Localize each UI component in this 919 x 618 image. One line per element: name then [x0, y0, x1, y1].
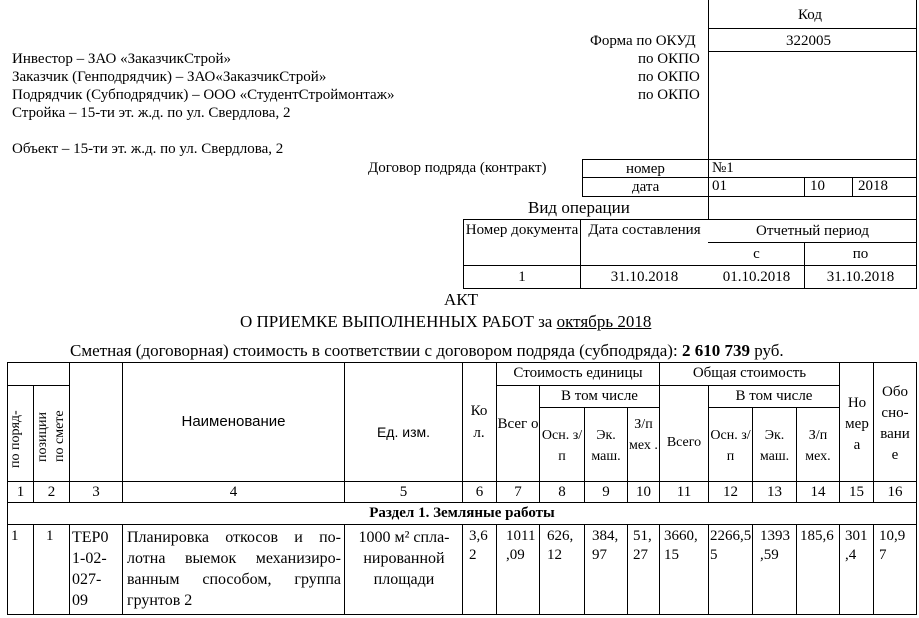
contract-line	[582, 159, 583, 196]
doc-table-line	[463, 265, 917, 266]
investor-line: Инвестор – ЗАО «ЗаказчикСтрой»	[12, 51, 232, 67]
doc-date: 31.10.2018	[610, 269, 679, 285]
doc-table-line	[916, 219, 917, 288]
period-to-header: по	[852, 246, 869, 262]
row-osn-2: 2266,5 5	[710, 528, 752, 563]
header-num-order: по поряд-	[8, 410, 23, 468]
row-qty: 3,6 2	[469, 528, 488, 563]
operation-label: Вид операции	[528, 198, 630, 217]
column-number: 13	[767, 484, 782, 500]
contract-date-label: дата	[632, 179, 660, 195]
okpo-customer-label: по ОКПО	[638, 69, 700, 85]
header-all-2: Всего	[666, 435, 702, 450]
grid-line	[627, 524, 628, 614]
grid-line	[873, 362, 874, 502]
header-osn-2: Осн. з/п	[710, 428, 751, 464]
contract-label: Договор подряда (контракт)	[368, 160, 547, 176]
grid-line	[122, 362, 123, 502]
row-obosn: 10,9 7	[879, 528, 906, 563]
column-number: 16	[887, 484, 903, 500]
grid-line	[584, 524, 585, 614]
code-header: Код	[798, 7, 822, 23]
grid-line	[462, 362, 463, 502]
doc-table-line	[708, 242, 917, 243]
contractor-line: Подрядчик (Субподрядчик) – ООО «СтудентСтроймонтаж»	[12, 87, 395, 103]
column-number: 4	[229, 484, 238, 500]
period-header: Отчетный период	[756, 223, 869, 239]
object-line: Объект – 15-ти эт. ж.д. по ул. Свердлова, 2	[12, 141, 284, 157]
row-norma: 301 ,4	[845, 528, 868, 563]
grid-line	[7, 385, 69, 386]
grid-line	[539, 524, 540, 614]
header-norma: Но мер а	[845, 395, 869, 453]
grid-line	[916, 362, 917, 614]
grid-line	[708, 407, 839, 408]
grid-line	[7, 614, 917, 615]
grid-line	[69, 524, 70, 614]
column-number: 5	[399, 484, 408, 500]
customer-line: Заказчик (Генподрядчик) – ЗАО«ЗаказчикСтрой»	[12, 69, 327, 85]
estimate-cost-value: 2 610 739	[681, 341, 750, 360]
row-zp-2: 185,6	[800, 528, 834, 544]
column-number: 15	[849, 484, 864, 500]
contract-date-month: 10	[810, 178, 825, 194]
row-osn: 626, 12	[547, 528, 574, 563]
grid-line	[496, 524, 497, 614]
doc-date-header: Дата составления	[588, 222, 701, 238]
act-subtitle-prefix: О ПРИЕМКЕ ВЫПОЛНЕННЫХ РАБОТ за	[240, 312, 553, 331]
column-number: 9	[602, 484, 610, 500]
contract-line	[582, 196, 916, 197]
code-box-right-border	[916, 0, 917, 220]
contract-number-label: номер	[626, 161, 665, 177]
grid-line	[462, 524, 463, 614]
grid-line	[659, 524, 660, 614]
contract-date-year: 2018	[858, 178, 888, 194]
act-title: АКТ	[444, 290, 478, 309]
header-osn: Осн. з/п	[541, 428, 583, 464]
row-name: Планировка откосов и по- лотна выемок механизиро- ванным способом, группа грунтов 2	[127, 529, 341, 609]
column-number: 1	[16, 484, 25, 500]
row-code: ТЕР0 1-02- 027- 09	[72, 529, 109, 609]
grid-line	[122, 524, 123, 614]
row-ek-2: 1393 ,59	[760, 528, 790, 563]
grid-line	[752, 524, 753, 614]
okpo-investor-label: по ОКПО	[638, 51, 700, 67]
period-to: 31.10.2018	[826, 269, 895, 285]
column-number: 2	[47, 484, 56, 500]
header-obosn: Обо сно- вани е	[880, 384, 910, 463]
grid-line	[33, 524, 34, 614]
code-box-left-border	[708, 0, 709, 220]
row-n2: 1	[46, 528, 54, 544]
grid-line	[796, 524, 797, 614]
estimate-cost-unit: руб.	[754, 341, 784, 360]
contract-number-value: №1	[712, 160, 734, 176]
column-number: 11	[676, 484, 692, 500]
column-number: 6	[475, 484, 484, 500]
header-num-position: позиции	[35, 412, 50, 462]
column-number: 10	[636, 484, 651, 500]
header-unit-cost: Стоимость единицы	[513, 365, 643, 381]
header-incl: В том числе	[561, 388, 638, 404]
row-unit: 1000 м² спла- нированной площади	[358, 529, 450, 588]
contract-date-day: 01	[712, 178, 727, 194]
header-name: Наименование	[181, 413, 286, 430]
contract-line	[582, 159, 916, 160]
estimate-cost-prefix: Сметная (договорная) стоимость в соответствии с договором подряда (субподряда):	[70, 341, 678, 360]
okud-label: Форма по ОКУД	[590, 33, 696, 49]
doc-number: 1	[518, 269, 526, 285]
act-subtitle	[240, 312, 651, 332]
grid-line	[708, 524, 709, 614]
header-total-cost: Общая стоимость	[692, 365, 807, 381]
column-number: 12	[723, 484, 738, 500]
header-ek-2: Эк. маш.	[759, 428, 790, 464]
grid-line	[873, 524, 874, 614]
header-ek: Эк. маш.	[591, 428, 621, 464]
column-number: 7	[514, 484, 522, 500]
code-box-line	[708, 51, 916, 52]
row-ek: 384, 97	[592, 528, 619, 563]
column-number: 14	[810, 484, 826, 500]
period-from: 01.10.2018	[722, 269, 791, 285]
okud-value: 322005	[786, 33, 831, 49]
doc-table-line	[463, 288, 917, 289]
row-all: 1011 ,09	[506, 528, 536, 563]
column-number: 8	[558, 484, 566, 500]
header-unit: Ед. изм.	[376, 424, 431, 440]
row-n1: 1	[11, 528, 19, 544]
column-number: 3	[92, 484, 100, 500]
header-qty: Ко л.	[470, 403, 488, 441]
act-subtitle-period: октябрь 2018	[556, 312, 652, 331]
grid-line	[344, 524, 345, 614]
header-all: Всег о	[497, 416, 539, 432]
grid-line	[69, 362, 70, 502]
section-title: Раздел 1. Земляные работы	[369, 505, 555, 521]
header-zp: З/п мех .	[629, 417, 658, 453]
site-line: Стройка – 15-ти эт. ж.д. по ул. Свердлова, 2	[12, 105, 291, 121]
estimate-cost-line	[70, 341, 784, 361]
period-from-header: с	[753, 246, 760, 262]
code-box-line	[708, 28, 916, 29]
header-incl-2: В том числе	[735, 388, 813, 404]
contract-line	[804, 177, 805, 196]
header-zp-2: З/п мех.	[805, 428, 831, 464]
contract-line	[852, 177, 853, 196]
header-num-estimate: по смете	[52, 410, 67, 462]
grid-line	[839, 362, 840, 502]
grid-line	[539, 407, 659, 408]
row-zp: 51, 27	[633, 528, 652, 563]
okpo-contractor-label: по ОКПО	[638, 87, 700, 103]
grid-line	[839, 524, 840, 614]
row-all-2: 3660, 15	[664, 528, 698, 563]
doc-number-header: Номер документа	[465, 222, 579, 238]
